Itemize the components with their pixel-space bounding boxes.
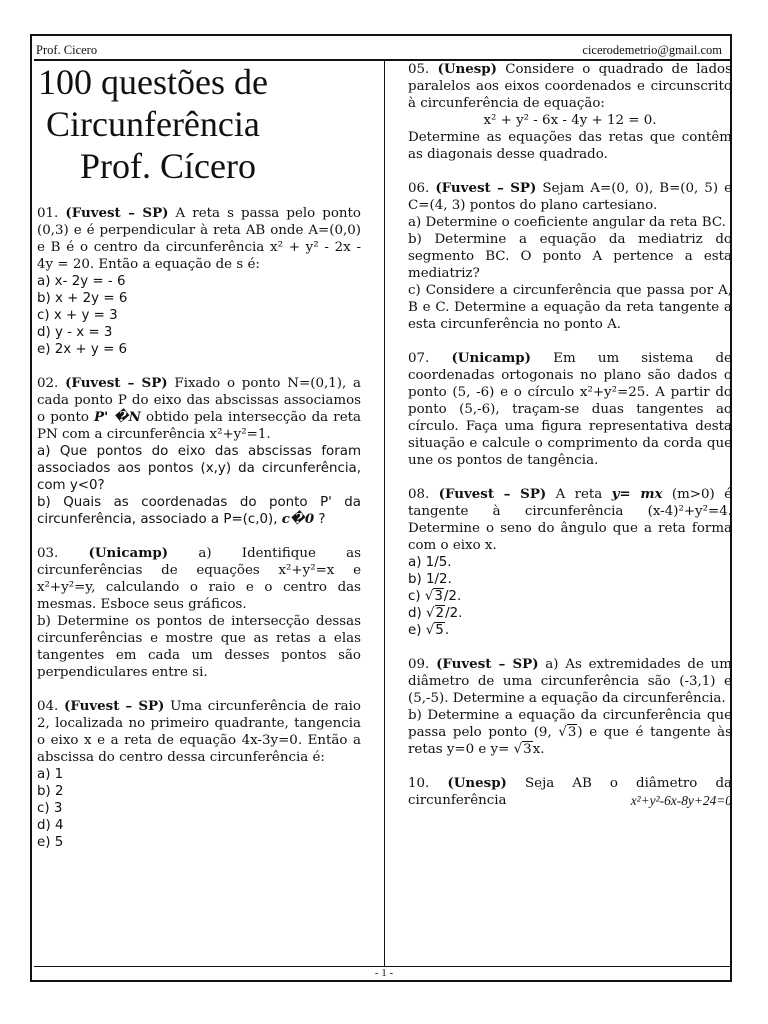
option-suffix: /2. bbox=[445, 606, 463, 621]
question-equation: x²+y²-6x-8y+24=0 bbox=[630, 793, 732, 808]
question-10 bbox=[408, 775, 732, 809]
question-source: (Fuvest – SP) bbox=[64, 698, 165, 714]
radicand: 5 bbox=[435, 623, 444, 638]
option-d: d) 4 bbox=[37, 818, 64, 833]
title-line-2: Circunferência bbox=[46, 104, 260, 144]
radicand: 3 bbox=[523, 742, 532, 757]
page-number: - 1 - bbox=[374, 967, 394, 979]
question-number: 02. bbox=[37, 376, 59, 391]
question-text: A reta s passa pelo ponto (0,3) e é perpendicular à reta AB onde A=(0,0) e B é o centro da circunferência x² + y² - 2x - 4y = 20. Então a equação de s é: bbox=[37, 206, 361, 272]
title-line-1: 100 questões de bbox=[38, 62, 268, 102]
option-b: b) x + 2y = 6 bbox=[37, 291, 128, 306]
question-part-a: a) Que pontos do eixo das abscissas foram associados aos pontos (x,y) da circunferência, com y<0? bbox=[37, 444, 361, 493]
question-source: (Fuvest – SP) bbox=[436, 656, 539, 672]
question-source: (Unicamp) bbox=[451, 350, 532, 366]
math-expression: y= mx bbox=[611, 486, 663, 502]
math-expression: P' �N bbox=[94, 409, 141, 425]
question-text-2: Determine as equações das retas que contêm as diagonais desse quadrado. bbox=[408, 130, 732, 162]
option-suffix: /2. bbox=[443, 589, 462, 604]
option-suffix: . bbox=[444, 623, 450, 638]
square-root-symbol: √3 bbox=[424, 589, 443, 604]
question-number: 03. bbox=[37, 546, 59, 561]
header-author: Prof. Cicero bbox=[36, 43, 98, 57]
column-divider bbox=[384, 61, 385, 966]
question-source: (Fuvest – SP) bbox=[438, 486, 547, 502]
question-text: (m>0) é tangente à circunferência (x-4)²+y²=4. Determine o seno do ângulo que a reta forma com o eixo x. bbox=[408, 487, 732, 553]
question-part-b: b) Determine os pontos de intersecção dessas circunferências e mostre que as retas a elas tangentes em cada um desses pontos são perpendiculares entre si. bbox=[37, 614, 361, 680]
option-c: c) x + y = 3 bbox=[37, 308, 118, 323]
question-text: Uma circunferência de raio 2, localizada no primeiro quadrante, tangencia o eixo x e a reta de equação 4x-3y=0. Então a abscissa do centro dessa circunferência é: bbox=[37, 699, 361, 765]
question-part-b-text: ) e que é tangente às retas y=0 e y= bbox=[408, 725, 732, 757]
question-text: obtido pela intersecção da reta PN com a circunferência x²+y²=1. bbox=[37, 410, 361, 442]
question-07 bbox=[408, 350, 732, 469]
question-01 bbox=[37, 205, 361, 358]
square-root-symbol: √3 bbox=[558, 725, 577, 740]
question-source: (Unesp) bbox=[437, 61, 498, 77]
question-text: Em um sistema de coordenadas ortogonais no plano são dados o ponto (5, -6) e o círculo x²+y²=25. A partir do ponto (5,-6), traçam-se duas tangentes ao círculo. Faça uma figura representativa desta situação e calcule o comprimento da corda que une os pontos de tangência. bbox=[408, 351, 732, 468]
question-number: 07. bbox=[408, 351, 430, 366]
option-e bbox=[408, 622, 732, 639]
option-a: a) 1 bbox=[37, 767, 64, 782]
question-number: 09. bbox=[408, 657, 430, 672]
question-number: 08. bbox=[408, 487, 430, 502]
option-b: b) 1/2. bbox=[408, 572, 452, 587]
question-04 bbox=[37, 698, 361, 851]
question-09 bbox=[408, 656, 732, 758]
option-c: c) 3 bbox=[37, 801, 63, 816]
document-title bbox=[36, 61, 382, 187]
question-text: Fixado o ponto N=(0,1), a cada ponto P do eixo das abscissas associamos o ponto bbox=[37, 376, 361, 425]
question-source: (Fuvest – SP) bbox=[65, 205, 169, 221]
math-expression: c�0 bbox=[281, 511, 315, 527]
question-05 bbox=[408, 61, 732, 163]
title-line-3: Prof. Cícero bbox=[80, 146, 256, 186]
square-root-symbol: √3 bbox=[513, 742, 532, 757]
question-text: Sejam A=(0, 0), B=(0, 5) e C=(4, 3) pontos do plano cartesiano. bbox=[408, 181, 733, 213]
radicand: 3 bbox=[434, 589, 443, 604]
question-part-a: a) As extremidades de um diâmetro de uma circunferência são (-3,1) e (5,-5). Determine a equação da circunferência. bbox=[408, 657, 733, 706]
question-equation: x² + y² - 6x - 4y + 12 = 0. bbox=[483, 113, 657, 128]
option-e: e) 5 bbox=[37, 835, 64, 850]
question-06 bbox=[408, 180, 732, 333]
square-root-symbol: √5 bbox=[425, 623, 444, 638]
option-a: a) x- 2y = - 6 bbox=[37, 274, 126, 289]
question-number: 06. bbox=[408, 181, 430, 196]
question-part-b-end: ? bbox=[314, 512, 326, 527]
radicand: 3 bbox=[567, 725, 577, 740]
square-root-symbol: √2 bbox=[425, 606, 445, 621]
question-source: (Fuvest – SP) bbox=[435, 180, 537, 196]
option-a: a) 1/5. bbox=[408, 555, 452, 570]
option-d bbox=[408, 605, 732, 622]
question-source: (Unesp) bbox=[447, 775, 507, 791]
question-number: 05. bbox=[408, 62, 430, 77]
question-part-b: b) Quais as coordenadas do ponto P' da circunferência, associado a P=(c,0), bbox=[37, 495, 361, 527]
question-03 bbox=[37, 545, 361, 681]
question-part-b-text: x. bbox=[532, 742, 545, 757]
question-part-a: a) Determine o coeficiente angular da reta BC. bbox=[408, 215, 726, 230]
option-label: e) bbox=[408, 623, 426, 638]
option-label: d) bbox=[408, 606, 426, 621]
question-part-b-text: b) Determine a equação da circunferência que passa pelo ponto (9, bbox=[408, 708, 732, 740]
option-label: c) bbox=[408, 589, 425, 604]
question-text: Considere o quadrado de lados paralelos aos eixos coordenados e circunscrito à circunferência de equação: bbox=[408, 62, 732, 111]
question-part-a: a) Identifique as circunferências de equações x²+y²=x e x²+y²=y, calculando o raio e o centro das mesmas. Esboce seus gráficos. bbox=[37, 546, 361, 612]
radicand: 2 bbox=[435, 606, 445, 621]
question-part-b: b) Determine a equação da mediatriz do segmento BC. O ponto A pertence a esta mediatriz? bbox=[408, 232, 732, 281]
option-d: d) y - x = 3 bbox=[37, 325, 113, 340]
question-02 bbox=[37, 375, 361, 528]
question-number: 04. bbox=[37, 699, 59, 714]
question-source: (Unicamp) bbox=[88, 545, 169, 561]
question-number: 10. bbox=[408, 776, 430, 791]
question-number: 01. bbox=[37, 206, 59, 221]
question-part-c: c) Considere a circunferência que passa por A, B e C. Determine a equação da reta tangente a esta circunferência no ponto A. bbox=[408, 283, 732, 332]
question-text: Seja AB o diâmetro da circunferência bbox=[408, 776, 732, 808]
right-column bbox=[408, 61, 732, 826]
question-text: A reta bbox=[546, 487, 612, 502]
option-e: e) 2x + y = 6 bbox=[37, 342, 128, 357]
question-source: (Fuvest – SP) bbox=[65, 375, 168, 391]
left-column bbox=[37, 205, 361, 868]
header-email: cicerodemetrio@gmail.com bbox=[582, 43, 722, 57]
question-08 bbox=[408, 486, 732, 639]
option-b: b) 2 bbox=[37, 784, 64, 799]
question-part-b bbox=[408, 707, 732, 758]
page-header bbox=[36, 43, 726, 59]
option-c bbox=[408, 588, 732, 605]
